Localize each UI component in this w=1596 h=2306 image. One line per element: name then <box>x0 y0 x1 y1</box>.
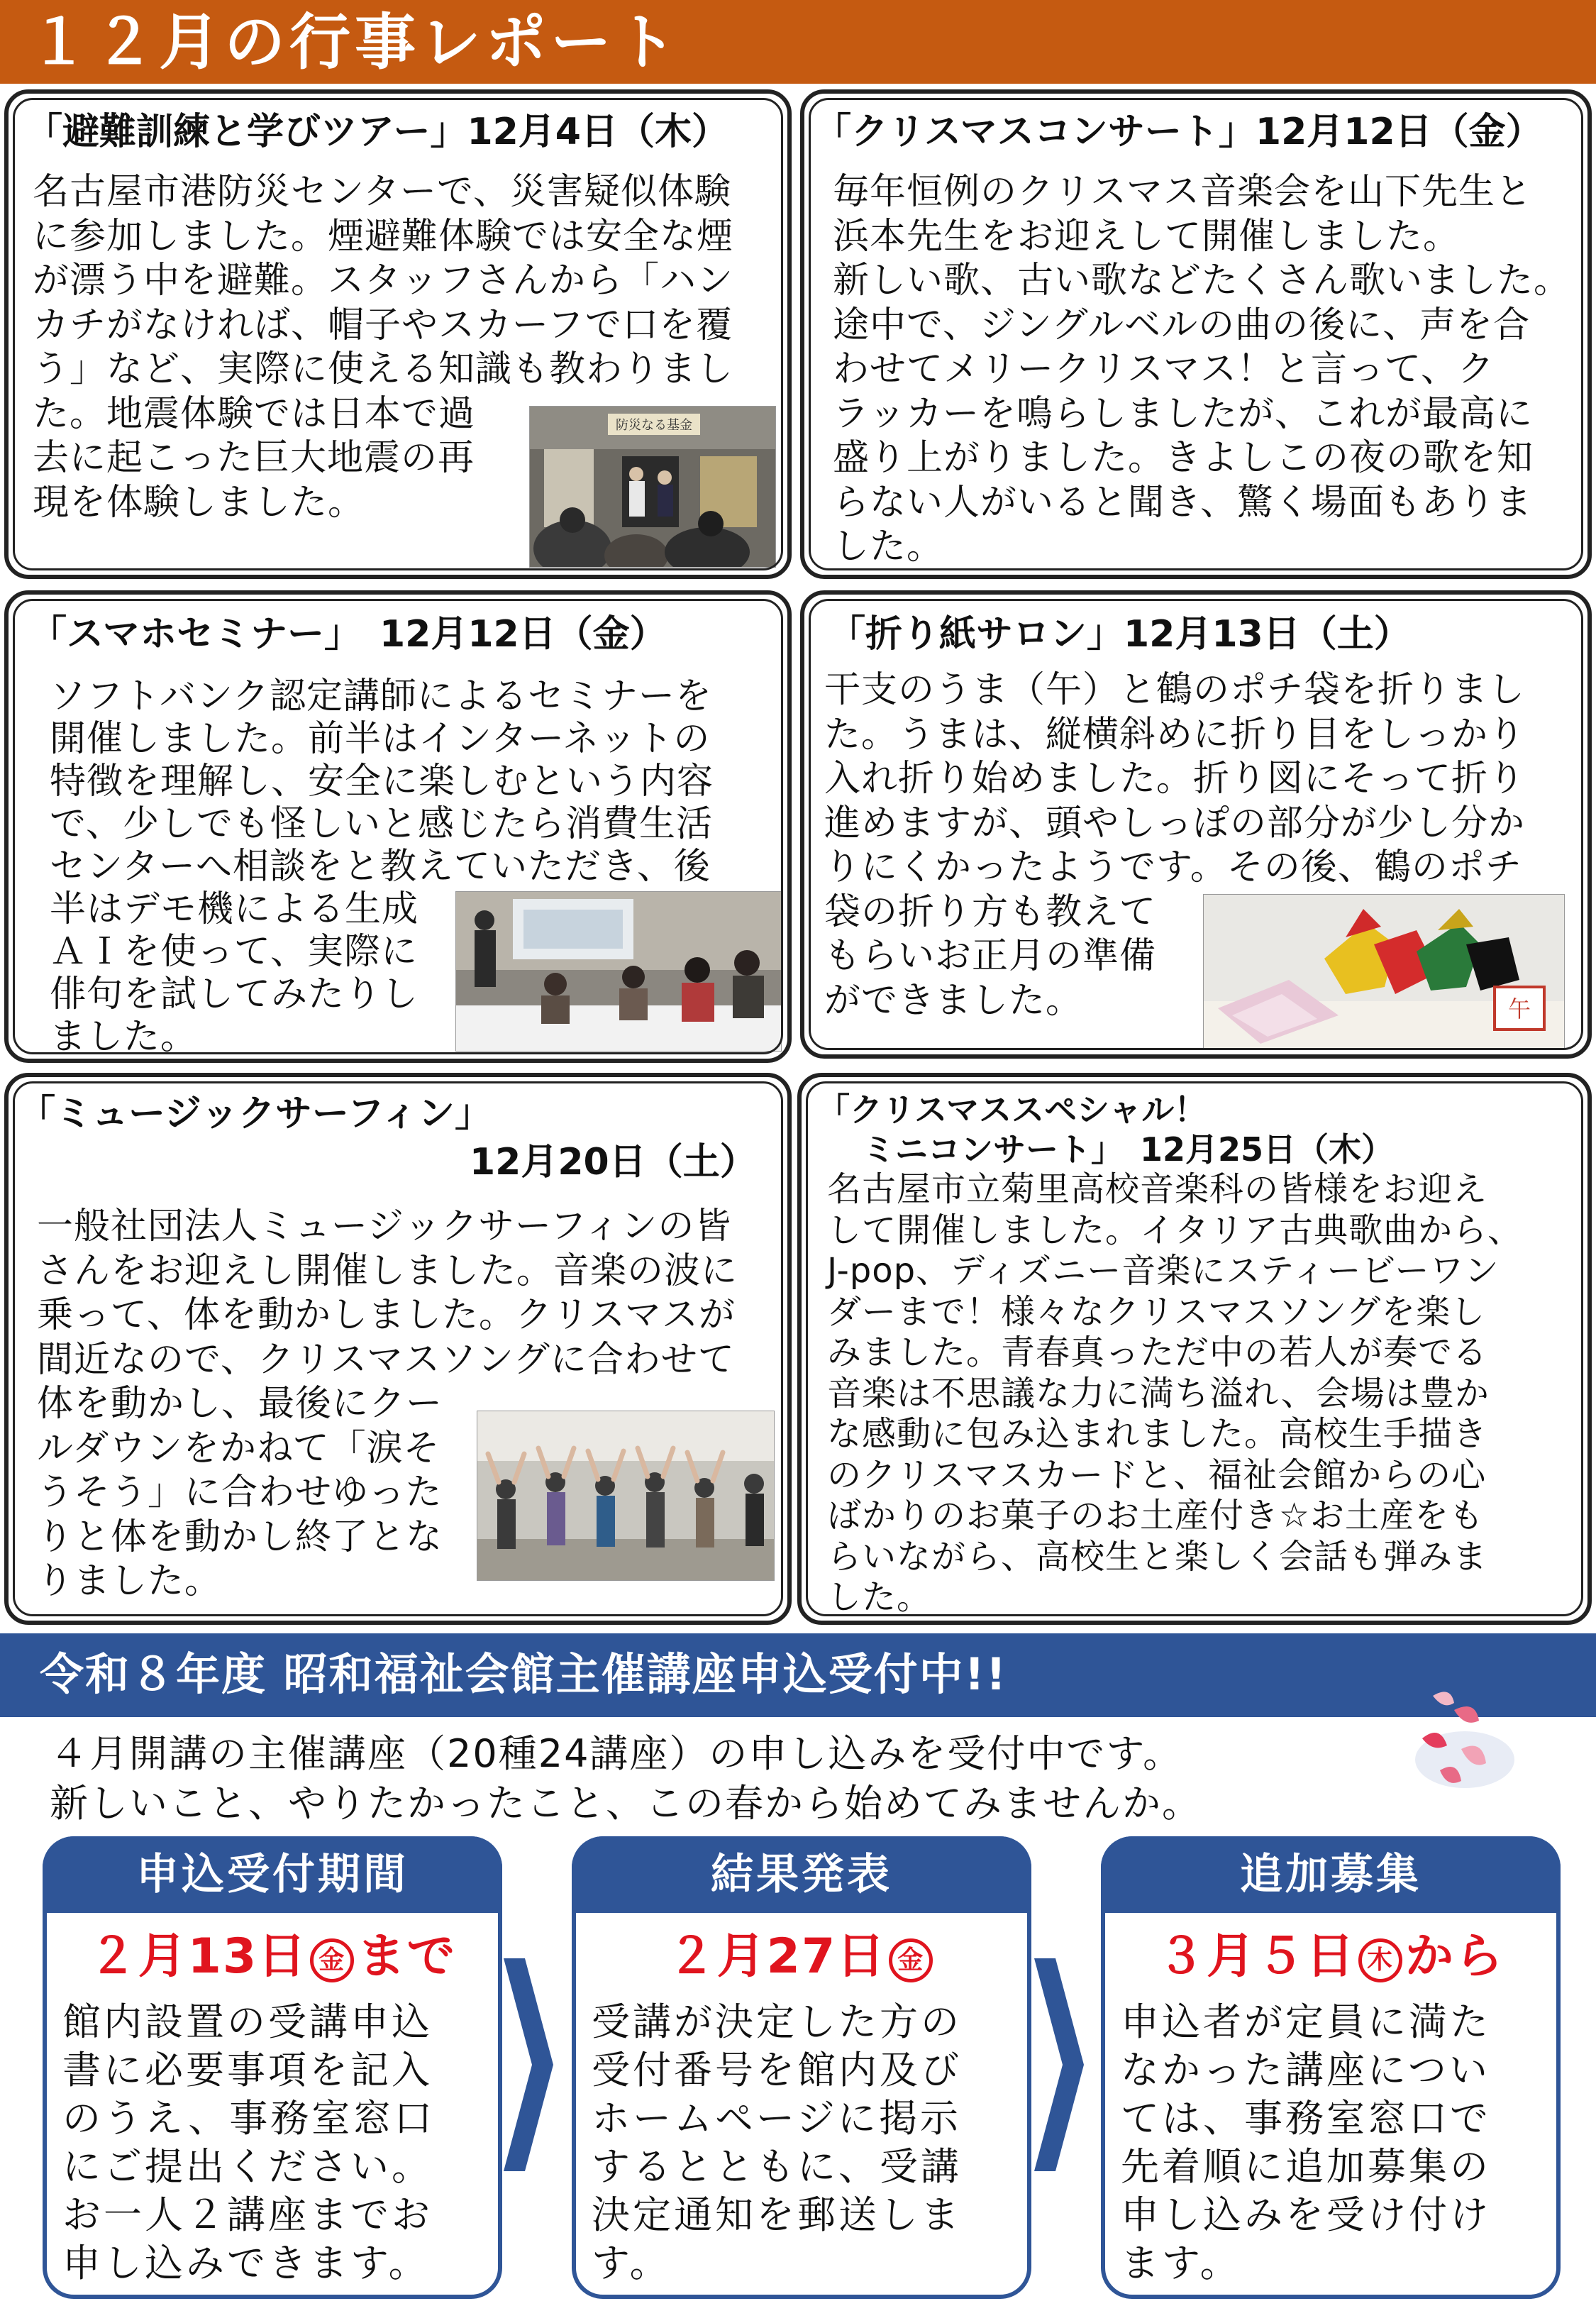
event-title: 「避難訓練と学びツアー」12月4日（木） <box>26 111 728 153</box>
event-box-music-surfin <box>4 1073 792 1625</box>
day-circle: 金 <box>310 1938 354 1982</box>
course-registration-banner <box>0 1633 1596 1717</box>
event-box-smartphone-seminar <box>4 590 792 1063</box>
seminar-photo <box>455 891 782 1052</box>
event-title: 「折り紙サロン」12月13日（土） <box>829 613 1411 656</box>
page-header <box>0 0 1596 84</box>
event-title-line2: ミニコンサート」 12月25日（木） <box>830 1130 1395 1169</box>
chevron-right-icon <box>1034 1958 1084 2171</box>
event-title: 「クリスマススペシャル！ <box>817 1091 1207 1129</box>
card-result-announcement <box>572 1836 1031 2299</box>
event-title: 「スマホセミナー」 12月12日（金） <box>30 613 667 656</box>
origami-photo <box>1203 894 1565 1049</box>
event-body: 一般社団法人ミュージックサーフィンの皆 さんをお迎えし開催しました。音楽の波に 乗って、体を動かしました。クリスマスが 間近なので、クリスマスソングに合わせて 体を動かし、最後にクー ルダウンをかねて「涙そ うそう」に合わせゆった りと体を動かし終了とな りました。 <box>37 1206 738 1602</box>
event-box-christmas-concert <box>800 89 1592 579</box>
event-body: 干支のうま（午）と鶴のポチ袋を折りまし た。うまは、縦横斜めに折り目をしっかり 入れ折り始めました。折り図にそって折り 進めますが、頭やしっぽの部分が少し分か りにくかったようです。その後、鶴のポチ 袋の折り方も教えて もらいお正月の準備 ができました。 <box>824 669 1526 1022</box>
card-header: 申込受付期間 <box>43 1836 502 1913</box>
chevron-right-icon <box>504 1958 553 2171</box>
day-circle: 木 <box>1358 1938 1402 1982</box>
event-body: ソフトバンク認定講師によるセミナーを 開催しました。前半はインターネットの 特徴を理解し、安全に楽しむという内容 で、少しでも怪しいと感じたら消費生活 センターへ相談をと教えていただき、後 半はデモ機による生成 ＡＩを使って、実際に 俳句を試してみたりし ました。 <box>50 675 714 1058</box>
card-application-period <box>43 1836 502 2299</box>
card-body: 受講が決定した方の 受付番号を館内及び ホームページに掲示 するとともに、受講 決定通知を郵送しま す。 <box>592 1999 962 2285</box>
intro-line-1: ４月開講の主催講座（20種24講座）の申し込みを受付中です。 <box>50 1731 1183 1776</box>
event-body: 名古屋市立菊里高校音楽科の皆様をお迎え して開催しました。イタリア古典歌曲から、 J-pop、ディズニー音楽にスティービーワン ダーまで！様々なクリスマスソングを楽し みました。青春真っただ中の若人が奏でる 音楽は不思議な力に満ち溢れ、会場は豊か な感動に包み込まれました。高校生手描き のクリスマスカードと、福祉会館からの心 ばかりのお菓子のお土産付き☆お土産をも らいながら、高校生と楽しく会話も弾みま した。 <box>827 1169 1523 1617</box>
photo-sign-text: 午 <box>1507 995 1531 1022</box>
card-additional-recruitment <box>1101 1836 1561 2299</box>
card-body: 申込者が定員に満た なかった講座につい ては、事務室窓口で 先着順に追加募集の 申し込みを受け付け ます。 <box>1121 1999 1491 2285</box>
event-box-evacuation <box>4 89 792 579</box>
event-date: 12月20日（土） <box>470 1141 757 1184</box>
event-title: 「クリスマスコンサート」12月12日（金） <box>814 111 1543 153</box>
card-date: ２月27日 金 <box>576 1927 1027 1987</box>
event-body: 名古屋市港防災センターで、災害疑似体験 に参加しました。煙避難体験では安全な煙 が漂う中を避難。スタッフさんから「ハン カチがなければ、帽子やスカーフで口を覆 う」など、実際に使える知識も教わりまし た。地震体験では日本で過 去に起こった巨大地震の再 現を体験しました。 <box>33 171 734 524</box>
intro-line-2: 新しいこと、やりたかったこと、この春から始めてみませんか。 <box>50 1781 1202 1826</box>
card-body: 館内設置の受講申込 書に必要事項を記入 のうえ、事務室窓口 にご提出ください。 お一人２講座までお 申し込みできます。 <box>62 1999 436 2285</box>
flower-icon <box>1412 1682 1518 1802</box>
event-body: 毎年恒例のクリスマス音楽会を山下先生と 浜本先生をお迎えして開催しました。 新しい歌、古い歌などたくさん歌いました。 途中で、ジングルベルの曲の後に、声を合 わせてメリークリスマス！と言って、ク ラッカーを鳴らしましたが、これが最高に 盛り上がりました。きよしこの夜の歌を知 らない人がいると聞き、驚く場面もありま した。 <box>833 171 1571 568</box>
photo-sign-text: 防災なる基金 <box>616 418 692 433</box>
page-title: １２月の行事レポート <box>28 7 681 78</box>
card-header: 結果発表 <box>572 1836 1031 1913</box>
evacuation-photo <box>529 406 776 568</box>
event-box-christmas-special <box>797 1073 1592 1625</box>
card-date: ３月５日 木 から <box>1156 1929 1505 1985</box>
day-circle: 金 <box>889 1938 933 1982</box>
event-box-origami-salon <box>800 590 1592 1059</box>
event-title: 「ミュージックサーフィン」 <box>18 1093 492 1135</box>
music-surfin-photo <box>477 1411 775 1581</box>
card-date: ２月13日 金 まで <box>88 1929 457 1985</box>
course-registration-title: 令和８年度 昭和福祉会館主催講座申込受付中!! <box>40 1648 1008 1700</box>
card-header: 追加募集 <box>1101 1836 1561 1913</box>
